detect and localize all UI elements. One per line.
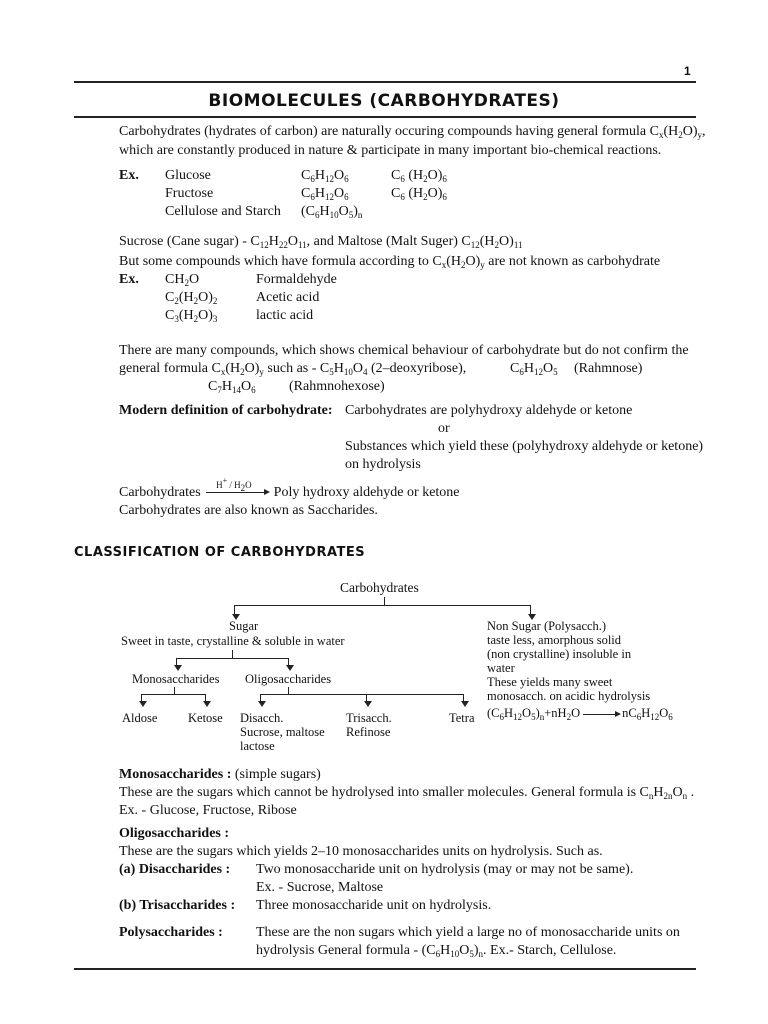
aldose-node: Aldose — [122, 711, 158, 725]
acetic-label: Acetic acid — [256, 290, 320, 305]
rahmnose-formula: $C_6H_{12}O_5$ — [510, 361, 558, 377]
arrow-to-disacch — [260, 694, 261, 702]
trisacch-node: Trisacch. — [346, 711, 392, 725]
arrow-to-mono — [176, 658, 177, 666]
tree-root: Carbohydrates — [340, 580, 419, 595]
title-rule — [74, 116, 696, 118]
saccharides-note: Carbohydrates are also known as Saccharides. — [119, 503, 378, 518]
ketose-node: Ketose — [188, 711, 223, 725]
intro-line-1: Carbohydrates (hydrates of carbon) are naturally occuring compounds having general formula $C_x(H_2O)_y$, — [119, 124, 706, 140]
connector — [174, 687, 175, 694]
arrow-to-aldose — [141, 694, 142, 702]
acetic-formula: $C_2(H_2O)_2$ — [165, 290, 218, 306]
non-sugar-desc: water — [487, 661, 515, 675]
trisaccharides-label: (b) Trisaccharides : — [119, 898, 236, 913]
modern-or: or — [438, 421, 450, 436]
connector — [288, 687, 289, 694]
formaldehyde-label: Formaldehyde — [256, 272, 337, 287]
glucose-hydrate: $C_6$ $(H_2O)_6$ — [391, 168, 447, 184]
cellulose-label: Cellulose and Starch — [165, 204, 281, 219]
modern-def-1: Carbohydrates are polyhydroxy aldehyde or ketone — [345, 403, 633, 418]
lactic-formula: $C_3(H_2O)_3$ — [165, 308, 218, 324]
ex-label-2: Ex. — [119, 272, 139, 287]
mono-line-2: Ex. - Glucose, Fructose, Ribose — [119, 803, 297, 818]
tetra-node: Tetra — [449, 711, 475, 725]
glucose-label: Glucose — [165, 168, 211, 183]
disacch-examples: Sucrose, maltose — [240, 725, 325, 739]
bottom-rule — [74, 968, 696, 970]
arrow-to-non-sugar — [530, 605, 531, 615]
arrow-to-ketose — [205, 694, 206, 702]
arrow-to-sugar — [234, 605, 235, 615]
arrow-to-tetra — [463, 694, 464, 702]
connector — [260, 694, 463, 695]
arrow-to-trisacch — [366, 694, 367, 702]
glucose-formula: $C_6H_{12}O_6$ — [301, 168, 349, 184]
trisaccharides-text: Three monosaccharide unit on hydrolysis. — [256, 898, 492, 913]
sugar-desc: Sweet in taste, crystalline & soluble in water — [121, 634, 345, 648]
lactic-label: lactic acid — [256, 308, 314, 323]
polysaccharides-label: Polysaccharides : — [119, 925, 223, 940]
modern-definition-label: Modern definition of carbohydrate: — [119, 403, 333, 418]
reaction-line: Carbohydrates $H^+ / H_2O$ Poly hydroxy aldehyde or ketone — [119, 476, 460, 500]
sugar-node: Sugar — [229, 619, 259, 633]
monosaccharides-node: Monosaccharides — [132, 672, 220, 686]
non-sugar-desc: monosacch. on acidic hydrolysis — [487, 689, 651, 703]
poly-line-2: hydrolysis General formula - $(C_6H_{10}O_5)_n$. Ex.- Starch, Cellulose. — [256, 943, 617, 959]
non-sugar-desc: taste less, amorphous solid — [487, 633, 622, 647]
disacch-examples: lactose — [240, 739, 275, 753]
disaccharides-text: Two monosaccharide unit on hydrolysis (may or may not be same). — [256, 862, 634, 877]
connector — [234, 605, 530, 606]
trisacch-example: Refinose — [346, 725, 391, 739]
connector — [141, 694, 205, 695]
reaction-arrow: $H^+ / H_2O$ — [206, 492, 268, 493]
mono-heading: Monosaccharides : (simple sugars) — [119, 767, 321, 782]
fructose-label: Fructose — [165, 186, 214, 201]
page-number: 1 — [684, 64, 691, 78]
classification-heading: CLASSIFICATION OF CARBOHYDRATES — [74, 545, 366, 560]
connector — [176, 658, 288, 659]
but-line: But some compounds which have formula according to $C_x(H_2O)_y$ are not known as carbohydrate — [119, 254, 661, 270]
arrow-to-oligo — [288, 658, 289, 666]
oligo-heading: Oligosaccharides : — [119, 826, 230, 841]
top-rule — [74, 81, 696, 83]
rahmnohexose-label: (Rahmnohexose) — [289, 379, 385, 394]
connector — [384, 597, 385, 605]
hydrolysis-equation: $(C_6H_{12}O_5)_n+nH_2O$ $nC_6H_{12}O_6$ — [487, 706, 673, 722]
cellulose-formula: $(C_6H_{10}O_5)_n$ — [301, 204, 363, 220]
many-line-1: There are many compounds, which shows chemical behaviour of carbohydrate but do not confirm the — [119, 343, 689, 358]
disaccharides-example: Ex. - Sucrose, Maltose — [256, 880, 384, 895]
modern-def-3: on hydrolysis — [345, 457, 421, 472]
mono-line-1: These are the sugars which cannot be hydrolysed into smaller molecules. General formula is $C_nH_{2n}O_n$ . — [119, 785, 695, 801]
fructose-hydrate: $C_6$ $(H_2O)_6$ — [391, 186, 447, 202]
non-sugar-desc: (non crystalline) insoluble in — [487, 647, 632, 661]
modern-def-2: Substances which yield these (polyhydroxy aldehyde or ketone) — [345, 439, 704, 454]
ex-label: Ex. — [119, 168, 139, 183]
disaccharides-label: (a) Disaccharides : — [119, 862, 231, 877]
ch2o-formula: $CH_2O$ — [165, 272, 200, 288]
oligo-line-1: These are the sugars which yields 2–10 monosaccharides units on hydrolysis. Such as. — [119, 844, 603, 859]
connector — [232, 650, 233, 658]
rahmnose-label: (Rahmnose) — [574, 361, 643, 376]
non-sugar-node: Non Sugar (Polysacch.) — [487, 619, 607, 633]
non-sugar-desc: These yields many sweet — [487, 675, 613, 689]
page-title: BIOMOLECULES (CARBOHYDRATES) — [208, 91, 560, 111]
intro-line-2: which are constantly produced in nature & participate in many important bio-chemical reactions. — [119, 143, 662, 158]
oligosaccharides-node: Oligosaccharides — [245, 672, 332, 686]
rahmnohexose-formula: $C_7H_{14}O_6$ — [208, 379, 256, 395]
many-line-2: general formula $C_x(H_2O)_y$ such as - $C_5H_{10}O_4$ (2–deoxyribose), — [119, 361, 467, 377]
fructose-formula: $C_6H_{12}O_6$ — [301, 186, 349, 202]
poly-line-1: These are the non sugars which yield a large no of monosaccharide units on — [256, 925, 680, 940]
sucrose-line: Sucrose (Cane sugar) - $C_{12}H_{22}O_{11}$, and Maltose (Malt Suger) $C_{12}(H_2O)_{11}$ — [119, 234, 523, 250]
disacch-node: Disacch. — [240, 711, 284, 725]
